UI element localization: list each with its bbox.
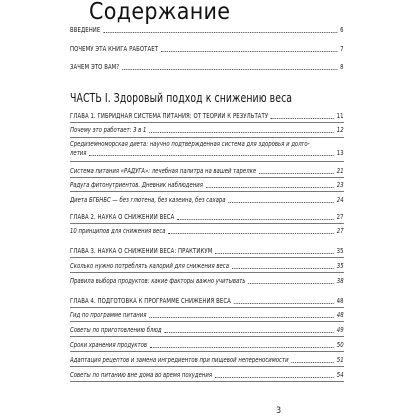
divider <box>70 336 344 337</box>
divider <box>70 272 344 273</box>
toc-entry-label: Почему это работает: 3 в 1 <box>70 126 147 134</box>
dot-leader <box>259 173 334 174</box>
divider <box>70 191 344 192</box>
toc-entry-label: Правила выбора продуктов: какие факторы важно учитывать <box>70 277 246 285</box>
divider <box>70 177 344 178</box>
chapter-4-entry[interactable] <box>70 297 344 306</box>
divider <box>70 307 344 308</box>
dot-leader <box>206 187 334 188</box>
divider <box>70 257 344 258</box>
divider <box>70 122 344 123</box>
dot-leader <box>215 377 334 378</box>
toc-entry-page: 23 <box>336 181 344 189</box>
toc-entry[interactable] <box>70 227 344 236</box>
toc-entry-label: 10 принципов для снижения веса <box>70 227 166 235</box>
dot-leader <box>234 303 334 304</box>
dot-leader <box>291 362 334 363</box>
toc-entry[interactable] <box>70 181 344 190</box>
toc-entry[interactable] <box>70 371 344 380</box>
chapter-title: ГЛАВА 1. ГИБРИДНАЯ СИСТЕМА ПИТАНИЯ: ОТ ТЕОРИИ К РЕЗУЛЬТАТУ <box>70 112 269 120</box>
toc-entry[interactable] <box>70 356 344 365</box>
toc-entry-page: 12 <box>336 126 344 134</box>
toc-entry[interactable] <box>70 277 344 286</box>
toc-entry[interactable] <box>70 196 344 205</box>
chapter-3-entry[interactable] <box>70 247 344 256</box>
toc-entry[interactable] <box>70 126 344 135</box>
toc-entry-page: 51 <box>336 356 344 364</box>
toc-entry-page: 38 <box>336 277 344 285</box>
toc-entry[interactable] <box>70 167 344 176</box>
dot-leader <box>103 32 337 33</box>
toc-entry-label: ПОЧЕМУ ЭТА КНИГА РАБОТАЕТ <box>70 45 159 53</box>
toc-entry-label-line2: летия <box>70 149 87 157</box>
chapter-page: 27 <box>336 213 344 221</box>
part-heading: ЧАСТЬ I. Здоровый подход к снижению веса <box>70 90 293 105</box>
dot-leader <box>232 268 334 269</box>
toc-entry[interactable] <box>70 341 344 350</box>
toc-entry-page: 8 <box>340 63 344 71</box>
toc-entry-page: 13 <box>336 149 344 157</box>
toc-entry-page: 21 <box>336 167 344 175</box>
toc-entry-introduction[interactable] <box>70 26 344 35</box>
chapter-title: ГЛАВА 2. НАУКА О СНИЖЕНИИ ВЕСА <box>70 213 175 221</box>
toc-entry-label-line1: Средиземноморская диета: научно подтвержденная система для здоровья и долго- <box>70 140 310 148</box>
dot-leader <box>149 317 334 318</box>
toc-entry-page: 50 <box>336 341 344 349</box>
toc-entry-page: 35 <box>336 262 344 270</box>
toc-entry-label: Радуга фитонутриентов. Дневник наблюдения <box>70 181 203 189</box>
toc-entry-page: 27 <box>336 227 344 235</box>
dot-leader <box>150 347 334 348</box>
toc-entry-label: Сколько нужно потреблять калорий для снижения веса <box>70 262 230 270</box>
page-number: 3 <box>276 406 282 416</box>
dot-leader <box>228 202 334 203</box>
chapter-title: ГЛАВА 3. НАУКА О СНИЖЕНИИ ВЕСА: ПРАКТИКУМ <box>70 247 213 255</box>
toc-entry[interactable] <box>70 262 344 271</box>
toc-entry-label: Диета БГБНБС — без глютена, без казеина, без сахара <box>70 196 226 204</box>
dot-leader <box>164 332 334 333</box>
toc-entry-label: Советы по приготовлению блюд <box>70 326 162 334</box>
toc-entry-page: 7 <box>340 45 344 53</box>
divider <box>70 223 344 224</box>
toc-entry-label: Советы по питанию вне дома во время похудения <box>70 371 213 379</box>
dot-leader <box>168 233 334 234</box>
chapter-1-entry[interactable] <box>70 112 344 121</box>
table-of-contents-page <box>70 0 354 420</box>
dot-leader <box>215 253 334 254</box>
toc-entry[interactable] <box>70 326 344 335</box>
dot-leader <box>89 155 334 156</box>
dot-leader <box>248 283 334 284</box>
toc-entry-multiline[interactable] <box>70 140 344 158</box>
divider <box>70 137 344 138</box>
toc-entry-page: 54 <box>336 371 344 379</box>
dot-leader <box>177 219 334 220</box>
toc-entry-page: 48 <box>336 311 344 319</box>
toc-entry-why-works[interactable] <box>70 45 344 54</box>
divider <box>70 366 344 367</box>
toc-entry-label: Гид по программе питания <box>70 311 147 319</box>
divider <box>70 321 344 322</box>
chapter-title: ГЛАВА 4. ПОДГОТОВКА К ПРОГРАММЕ СНИЖЕНИЯ ВЕСА <box>70 297 231 305</box>
chapter-page: 48 <box>336 297 344 305</box>
chapter-2-entry[interactable] <box>70 213 344 222</box>
divider <box>70 381 344 382</box>
divider <box>70 161 344 162</box>
toc-entry-label: ЗАЧЕМ ЭТО ВАМ? <box>70 63 120 71</box>
page-title: Содержание <box>89 0 231 25</box>
dot-leader <box>271 118 334 119</box>
toc-entry-label: ВВЕДЕНИЕ <box>70 26 101 34</box>
toc-entry-page: 6 <box>340 26 344 34</box>
toc-entry-label: Система питания «РАДУГА»: лечебная палитра на вашей тарелке <box>70 167 257 175</box>
toc-entry[interactable] <box>70 311 344 320</box>
dot-leader <box>161 51 338 52</box>
dot-leader <box>149 132 334 133</box>
toc-entry-page: 49 <box>336 326 344 334</box>
dot-leader <box>122 69 337 70</box>
toc-entry-label: Адаптация рецептов и замена ингредиентов при пищевой непереносимости <box>70 356 289 364</box>
toc-entry-page: 24 <box>336 196 344 204</box>
toc-entry-label: Сроки хранения продуктов <box>70 341 147 349</box>
toc-entry-why-you[interactable] <box>70 63 344 72</box>
chapter-page: 11 <box>336 112 344 120</box>
divider <box>70 351 344 352</box>
chapter-page: 35 <box>336 247 344 255</box>
